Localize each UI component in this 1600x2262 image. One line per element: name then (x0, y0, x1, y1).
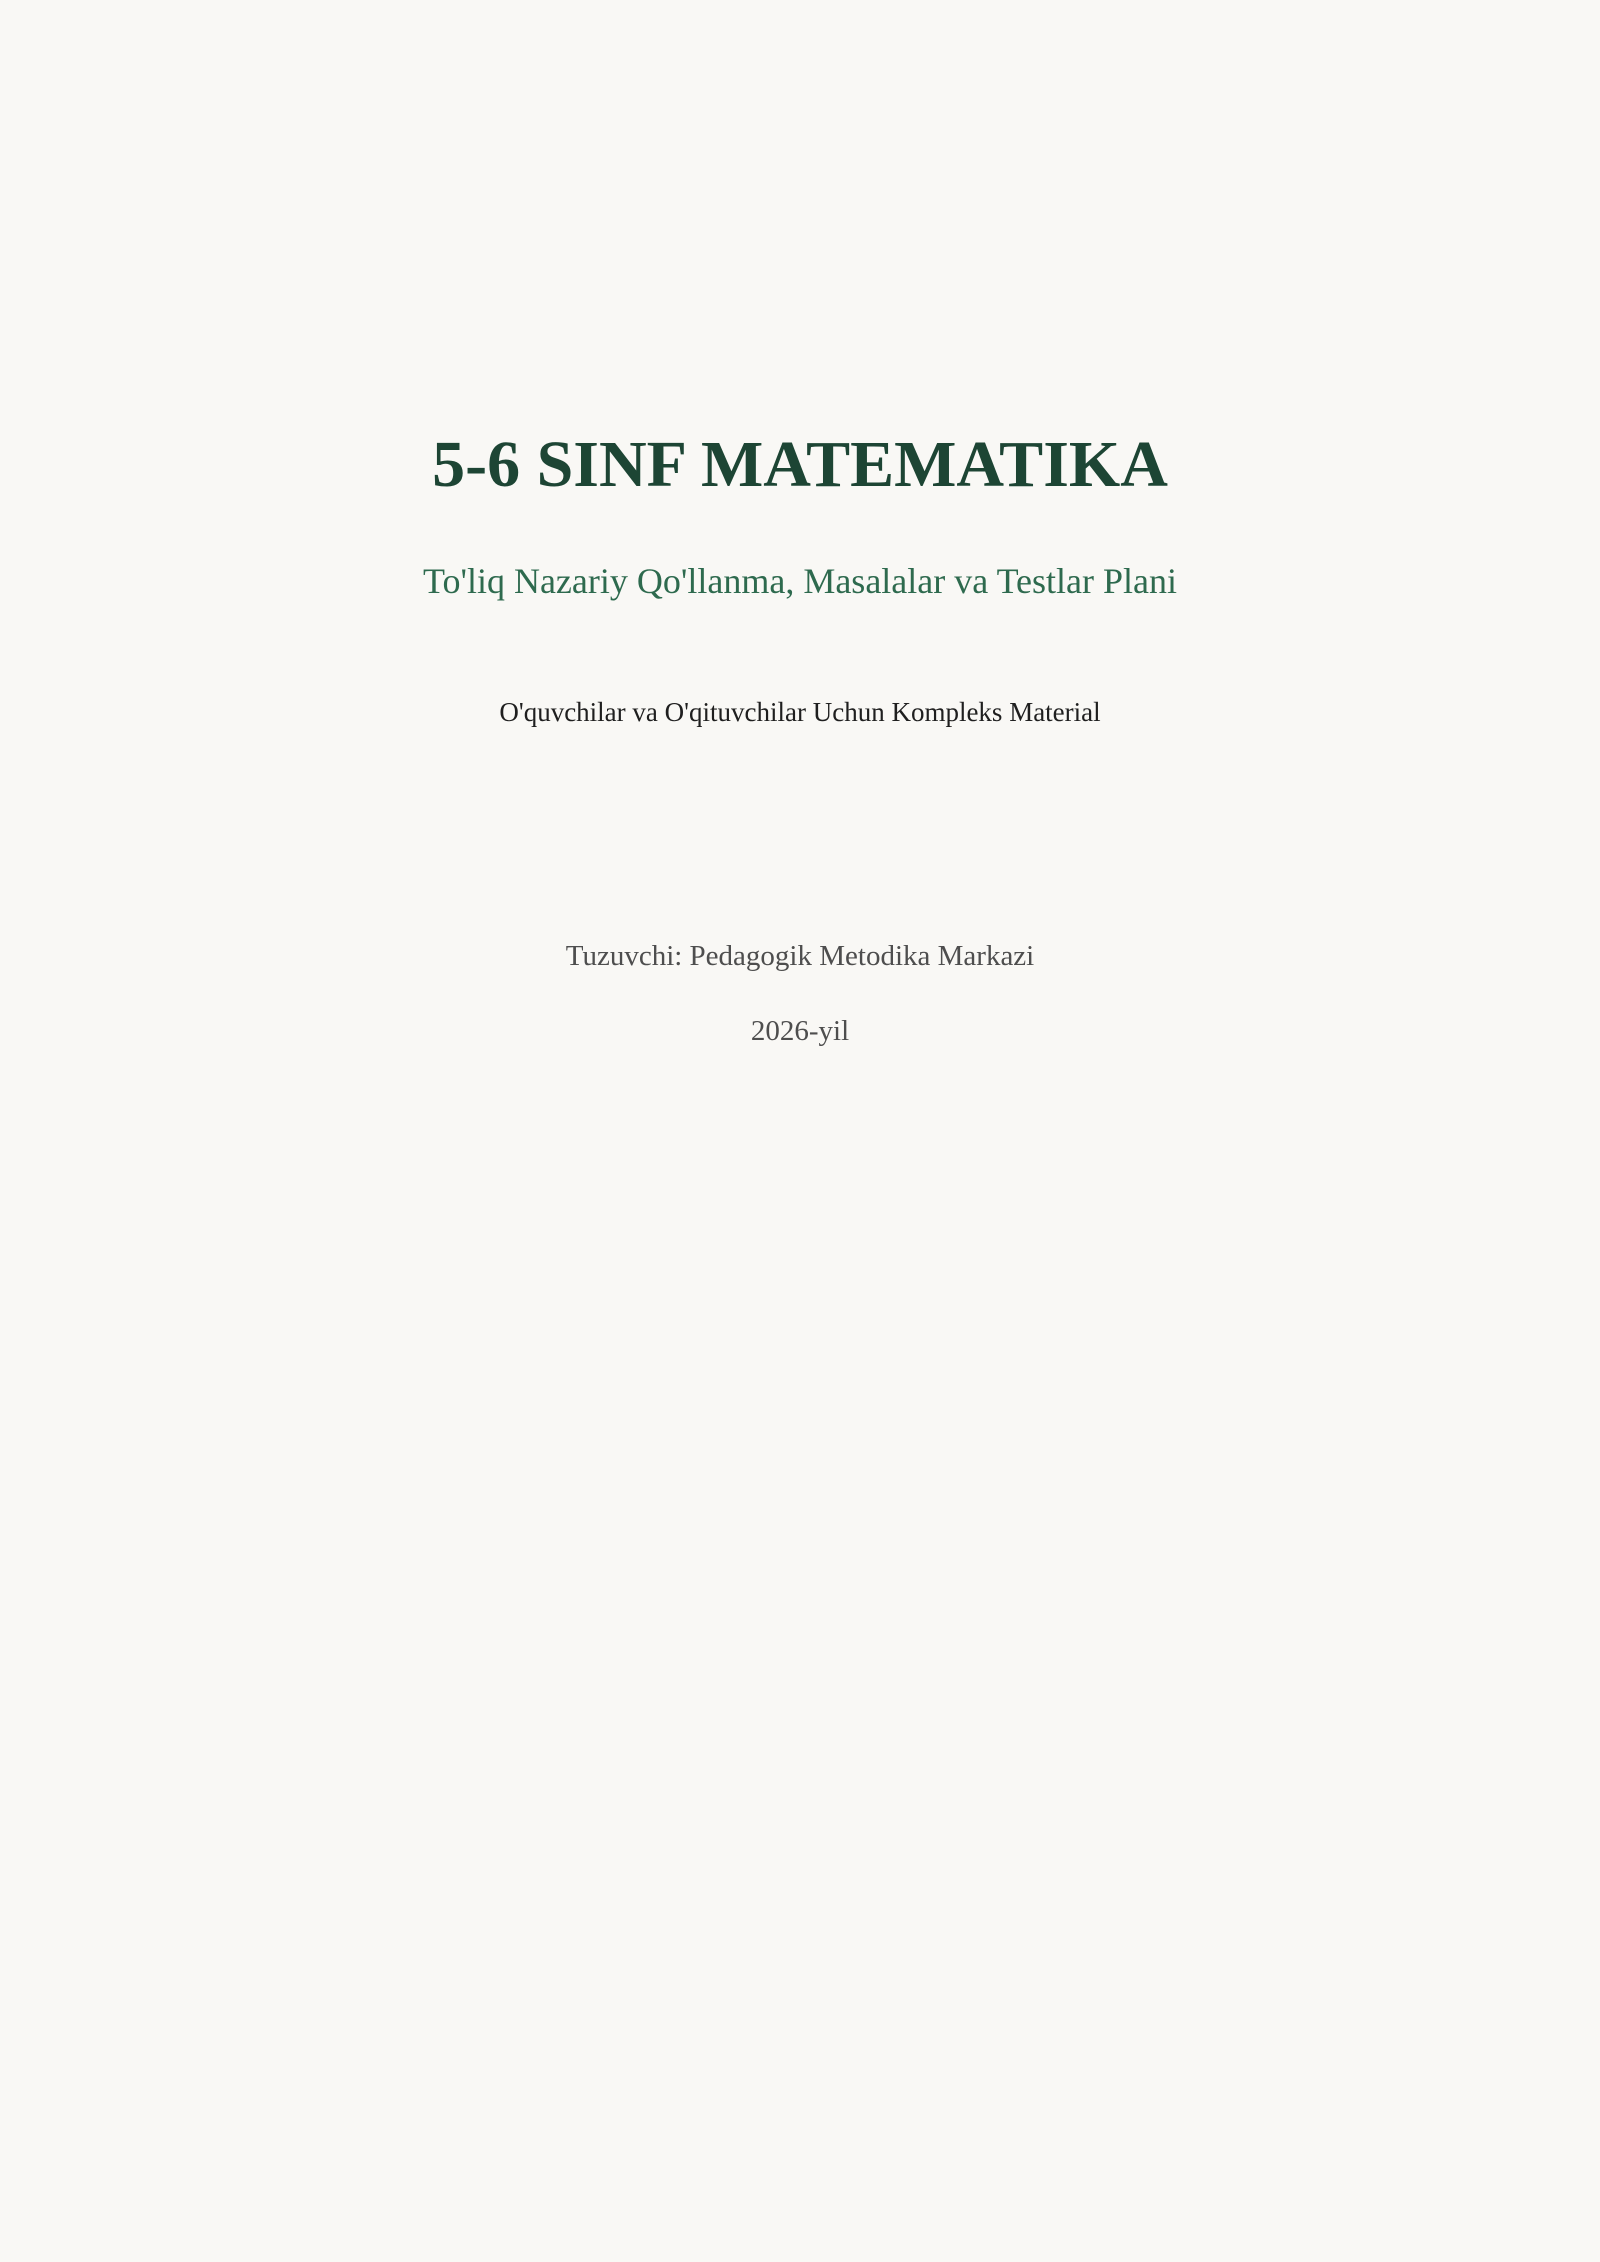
audience-line: O'quvchilar va O'qituvchilar Uchun Kompleks Material (499, 697, 1101, 727)
author-line: Tuzuvchi: Pedagogik Metodika Markazi (565, 940, 1035, 972)
document-subtitle: To'liq Nazariy Qo'llanma, Masalalar va Testlar Plani (422, 561, 1178, 601)
document-title: 5-6 SINF MATEMATIKA (432, 428, 1168, 501)
year-line: 2026-yil (750, 1015, 850, 1047)
